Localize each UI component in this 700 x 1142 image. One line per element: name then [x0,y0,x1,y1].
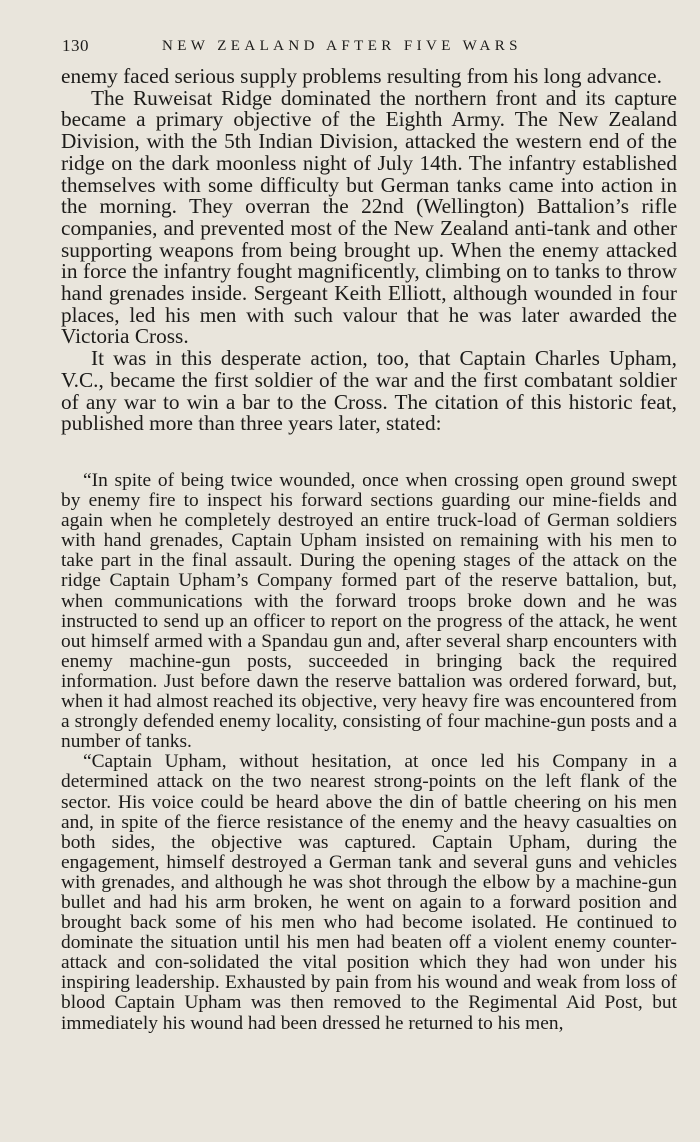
page-header [62,36,680,58]
citation-quote [61,471,677,1034]
quote-paragraph-wounded: “In spite of being twice wounded, once when crossing open ground swept by enemy fire to inspect his forward sections guarding our mine-fields and again when he completely destroyed an entire truck-load of German soldiers with hand grenades, Captain Upham insisted on remaining with his men to take part in the final assault. During the opening stages of the attack on the ridge Captain Upham’s Company formed part of the reserve battalion, but, when communications with the forward troops broke down and he was instructed to send up an officer to report on the progress of the attack, he went out himself armed with a Spandau gun and, after several sharp encounters with enemy machine-gun posts, succeeded in bringing back the required information. Just before dawn the reserve battalion was ordered forward, but, when it had almost reached its objective, very heavy fire was encountered from a strongly defended enemy locality, consisting of four machine-gun posts and a number of tanks. [61,470,677,753]
running-title: NEW ZEALAND AFTER FIVE WARS [162,38,522,54]
body-paragraph-upham: It was in this desperate action, too, that Captain Charles Upham, V.C., became the first soldier of the war and the first combatant soldier of any war to win a bar to the Cross. The citation of this historic feat, published more than three years later, stated: [61,346,677,436]
page-number: 130 [62,36,89,55]
body-text [61,66,677,435]
body-paragraph-continued: enemy faced serious supply problems resulting from his long advance. [61,64,662,88]
quote-paragraph-attack: “Captain Upham, without hesitation, at once led his Company in a determined attack on the two nearest strong-points on the left flank of the sector. His voice could be heard above the din of battle cheering on his men and, in spite of the fierce resistance of the enemy and the heavy casualties on both sides, the objective was captured. Captain Upham, during the engagement, himself destroyed a German tank and several guns and vehicles with grenades, and although he was shot through the elbow by a machine-gun bullet and had his arm broken, he went on again to a forward position and brought back some of his men who had become isolated. He continued to dominate the situation until his men had beaten off a violent enemy counter-attack and con-solidated the vital position which they had won under his inspiring leadership. Exhausted by pain from his wound and weak from loss of blood Captain Upham was then removed to the Regimental Aid Post, but immediately his wound had been dressed he returned to his men, [61,751,677,1034]
body-paragraph-ruweisat: The Ruweisat Ridge dominated the northern front and its capture became a primary objective of the Eighth Army. The New Zealand Division, with the 5th Indian Division, attacked the western end of the ridge on the dark moonless night of July 14th. The infantry established themselves with some difficulty but German tanks came into action in the morning. They overran the 22nd (Wellington) Battalion’s rifle companies, and prevented most of the New Zealand anti-tank and other supporting weapons from being brought up. When the enemy attacked in force the infantry fought magnificently, climbing on to tanks to throw hand grenades inside. Sergeant Keith Elliott, although wounded in four places, led his men with such valour that he was later awarded the Victoria Cross. [61,85,677,349]
